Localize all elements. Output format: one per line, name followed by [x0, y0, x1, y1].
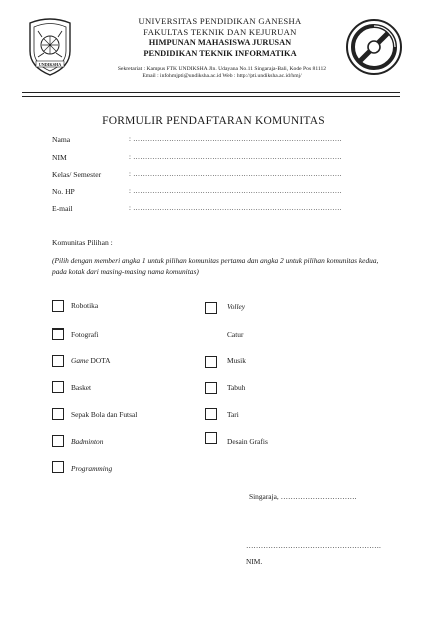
option-game-dota [71, 356, 110, 365]
department-name: PENDIDIKAN TEKNIK INFORMATIKA [143, 49, 297, 58]
checkbox-volley[interactable] [205, 302, 217, 314]
nim-signature-label: NIM. [246, 557, 263, 566]
contact-info: Email : infohmjpti@undiksha.ac.id Web : http://pti.undiksha.ac.id/hmj/ [142, 73, 302, 79]
phone-field[interactable]: : …………………………………………………………………………… [129, 187, 342, 195]
email-label: E-mail [52, 204, 73, 213]
checkbox-robotika[interactable] [52, 300, 64, 312]
option-game-prefix: Game [71, 356, 89, 365]
class-semester-label: Kelas/ Semester [52, 170, 102, 179]
checkbox-tabuh[interactable] [205, 382, 217, 394]
header-rule-thick [22, 92, 400, 93]
option-tari: Tari [227, 410, 239, 419]
nim-label: NIM [52, 153, 67, 162]
university-name: UNIVERSITAS PENDIDIKAN GANESHA [138, 16, 302, 26]
checkbox-tari[interactable] [205, 408, 217, 420]
association-name: HIMPUNAN MAHASISWA JURUSAN [148, 38, 292, 47]
option-fotografi: Fotografi [71, 330, 99, 339]
place-date: Singaraja, …………………………. [249, 492, 357, 501]
name-field[interactable]: : …………………………………………………………………………… [129, 135, 342, 143]
option-desain-grafis: Desain Grafis [227, 437, 268, 446]
option-catur: Catur [227, 330, 244, 339]
phone-label: No. HP [52, 187, 75, 196]
option-game-suffix: DOTA [88, 356, 111, 365]
secretariat-address: Sekretariat : Kampus FTK UNDIKSHA Jln. Udayana No.11 Singaraja-Bali, Kode Pos 81112 [117, 66, 327, 72]
checkbox-musik[interactable] [205, 356, 217, 368]
checkbox-fotografi[interactable] [52, 328, 64, 340]
svg-text:UNDIKSHA: UNDIKSHA [38, 62, 62, 67]
option-musik: Musik [227, 356, 246, 365]
name-label: Nama [52, 135, 71, 144]
checkbox-basket[interactable] [52, 381, 64, 393]
checkbox-badminton[interactable] [52, 435, 64, 447]
nim-field[interactable]: : …………………………………………………………………………… [129, 153, 342, 161]
form-title: FORMULIR PENDAFTARAN KOMUNITAS [102, 115, 325, 127]
class-semester-field[interactable]: : …………………………………………………………………………… [129, 170, 342, 178]
faculty-name: FAKULTAS TEKNIK DAN KEJURUAN [143, 27, 297, 37]
header-rule-thin [22, 96, 400, 97]
checkbox-programming[interactable] [52, 461, 64, 473]
option-volley: Volley [227, 302, 246, 311]
checkbox-game-dota[interactable] [52, 355, 64, 367]
email-field[interactable]: : …………………………………………………………………………… [129, 204, 342, 212]
community-choice-label: Komunitas Pilihan : [52, 238, 113, 247]
option-basket: Basket [71, 383, 92, 392]
option-robotika: Robotika [71, 301, 99, 310]
checkbox-sepak-bola-futsal[interactable] [52, 408, 64, 420]
checkbox-desain-grafis[interactable] [205, 432, 217, 444]
option-tabuh: Tabuh [227, 383, 246, 392]
university-logo [20, 17, 80, 77]
signature-line[interactable]: ………………………………………………. [246, 541, 381, 550]
option-sepak-bola-futsal: Sepak Bola dan Futsal [71, 410, 138, 419]
instruction-text: (Pilih dengan memberi angka 1 untuk pilihan komunitas pertama dan angka 2 untuk pilihan komunitas kedua, pada kotak dari masing-masing nama komunitas) [52, 256, 379, 276]
option-programming: Programming [71, 464, 113, 473]
option-badminton: Badminton [71, 437, 104, 446]
